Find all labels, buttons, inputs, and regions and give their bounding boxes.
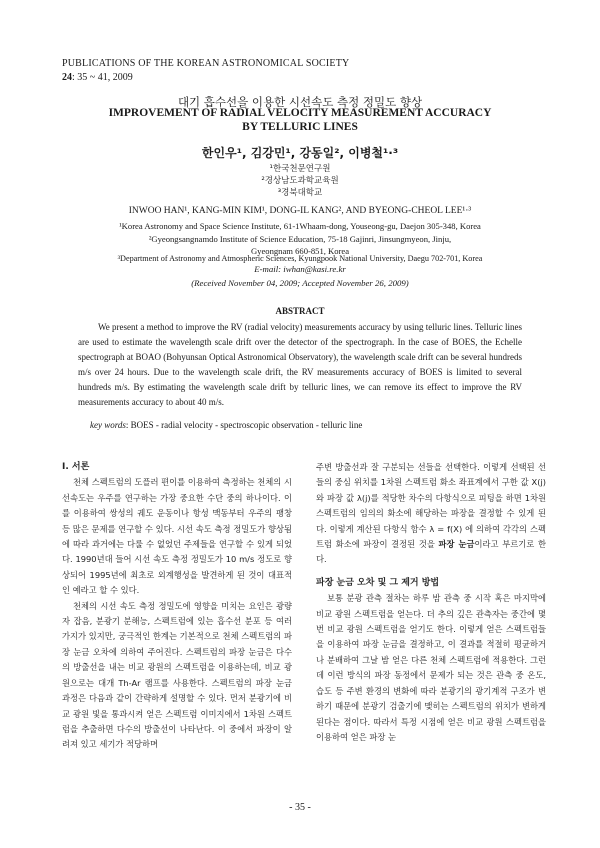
volume-number: 24 (62, 72, 72, 83)
affiliation-korean-3: ³경북대학교 (277, 188, 323, 198)
left-column (62, 460, 292, 753)
pages-year: : 35 ~ 41, 2009 (72, 72, 133, 83)
abstract-heading: ABSTRACT (275, 306, 325, 316)
affiliation-english-2-cont: Gyeongnam 660-851, Korea (250, 246, 350, 256)
email: E-mail: iwhan@kasi.re.kr (254, 264, 346, 274)
right-paragraph-1-part1: 주변 방출선과 잘 구분되는 선들을 선택한다. 이렇게 선택된 선들의 중심 위치를 1차원 스펙트럼 화소 좌표계에서 구한 값 X(j)와 파장 값 λ(j)를 적당한 차수의 다항식으로 피팅을 하면 1차원 스펙트럼의 임의의 화소에 해당하는 파장을 결정할 수 있게 된다. 이렇게 계산된 다항식 함수 λ = f(X) 에 의하여 각각의 스펙트럼 화소에 파장이 결정된 것을 (316, 462, 546, 550)
authors-korean: 한인우¹, 김강민¹, 강동일², 이병철¹·³ (201, 146, 399, 160)
right-paragraph-1-bold: 파장 눈금 (438, 539, 475, 550)
affiliation-korean-1: ¹한국천문연구원 (269, 164, 331, 174)
right-paragraph-2: 보통 분광 관측 절차는 하루 밤 관측 중 시작 혹은 마지막에 비교 광원 스펙트럼을 얻는다. 더 추의 깊은 관측자는 중간에 몇 번 비교 광원 스펙트럼을 얻기도 한다. 이렇게 얻은 스펙트럼들을 이용하여 파장 눈금을 결정하고, 이 결과를 적절히 평균하거나 분배하여 그날 밤 얻은 다른 천체 스펙트럼에 적용한다. 그런데 이런 방식의 파장 동정에서 문제가 되는 것은 관측 중 온도, 습도 등 주변 환경의 변화에 따라 분광기의 광기계적 구조가 변하기 때문에 분광기 검출기에 맺히는 스펙트럼의 위치가 변하게 된다는 점이다. 따라서 특정 시점에 얻은 비교 광원 스펙트럼을 이용하여 얻은 파장 눈 (316, 593, 546, 742)
authors-english: INWOO HAN¹, KANG-MIN KIM¹, DONG-IL KANG², AND BYEONG-CHEOL LEE¹·³ (128, 206, 472, 216)
left-paragraph-2: 천체의 시선 속도 측정 정밀도에 영향을 미치는 요인은 광량자 잡음, 분광기 분해능, 스펙트럼에 있는 흡수선 분포 등 여러 가지가 있지만, 궁극적인 한계는 기본적으로 천체 스펙트럼의 파장 눈금 오차에 의하여 주어진다. 스펙트럼의 파장 눈금은 다수의 방출선을 내는 비교 광원의 스펙트럼을 이용하는데, 비교 광원으로는 대개 Th-Ar 램프를 사용한다. 스펙트럼의 파장 눈금 과정은 다음과 같이 간략하게 설명할 수 있다. 먼저 분광기에 비교 광원 빛을 통과시켜 얻은 스펙트럼 이미지에서 1차원 스펙트럼을 추출하면 다수의 방출선이 나타난다. 이 중에서 파장이 알려져 있고 세기가 적당하며 (62, 600, 292, 750)
keywords-label: key words (90, 420, 126, 430)
affiliation-english-3: ³Department of Astronomy and Atmospheric Sciences, Kyungpook National University, Daegu 702-701, Korea (117, 254, 483, 263)
left-paragraph-1: 천체 스펙트럼의 도플러 편이를 이용하여 측정하는 천체의 시선속도는 우주를 연구하는 가장 중요한 수단 중의 하나이다. 이를 이용하여 쌍성의 궤도 운동이나 항성 맥동부터 우주의 팽창 등 많은 문제를 연구할 수 있다. 시선 속도 측정 정밀도가 향상됨에 따라 과거에는 다룰 수 없었던 주제들을 연구할 수 있게 되었다. 1990년대 들어 시선 속도 측정 정밀도가 10 m/s 정도로 향상되어 1995년에 최초로 외계행성을 발견하게 된 것이 대표적인 예라고 할 수 있다. (62, 477, 292, 596)
volume-info (62, 72, 133, 83)
received-dates: (Received November 04, 2009; Accepted November 26, 2009) (191, 278, 409, 288)
right-paragraph-1 (316, 460, 546, 568)
abstract-text: We present a method to improve the RV (radial velocity) measurements accuracy by using telluric lines. Telluric lines are used to estimate the wavelength scale drift over the detector of the spectrograph. In the case of BOES, the Echelle spectrograph at BOAO (Bohyunsan Optical Astronomical Observatory), the wavelength scale drift can be several hundreds m/s over 24 hours. Due to the wavelength scale drift, the RV measurements accuracy of BOES is limited to several hundreds m/s. By estimating the wavelength scale drift by telluric lines, we can remove its effect to improve the RV measurements accuracy to about 40 m/s. (78, 322, 522, 407)
journal-name: PUBLICATIONS OF THE KOREAN ASTRONOMICAL SOCIETY (62, 58, 350, 69)
affiliation-english-1: ¹Korea Astronomy and Space Science Institute, 61-1Whaam-dong, Youseong-gu, Daejon 305-348, Korea (119, 221, 481, 231)
keywords-text: : BOES - radial velocity - spectroscopic observation - telluric line (125, 420, 363, 430)
right-paragraph-1-part2: 이라고 부르기로 한다. (316, 539, 546, 565)
right-column (316, 460, 546, 745)
affiliation-korean-2: ²경상남도과학교육원 (261, 176, 339, 186)
page-number: - 35 - (289, 802, 311, 813)
keywords (90, 420, 362, 430)
title-korean: 대기 흡수선을 이용한 시선속도 측정 정밀도 향상 (177, 95, 423, 109)
affiliation-english-2: ²Gyeongsangnamdo Institute of Science Education, 75-18 Gajinri, Jinsungmyeon, Jinju, (148, 234, 452, 244)
title-english-line1: IMPROVEMENT OF RADIAL VELOCITY MEASUREMENT ACCURACY (108, 107, 492, 119)
title-english-line2: BY TELLURIC LINES (242, 121, 358, 133)
section-heading-wavelength-error: 파장 눈금 오차 및 그 제거 방법 (316, 577, 440, 588)
section-heading-introduction: I. 서론 (62, 462, 90, 472)
